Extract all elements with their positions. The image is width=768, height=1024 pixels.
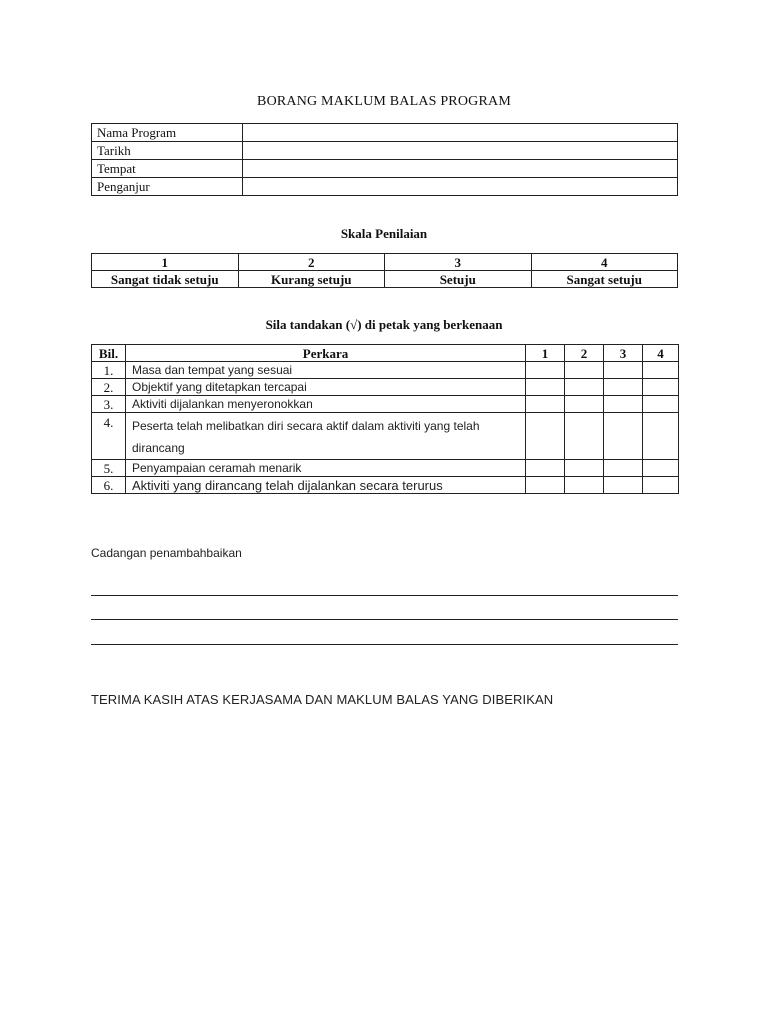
scale-number: 1 xyxy=(92,254,239,271)
tick-box-1[interactable] xyxy=(526,379,565,396)
tick-box-3[interactable] xyxy=(604,477,643,494)
tick-box-2[interactable] xyxy=(565,413,604,460)
table-row xyxy=(92,477,679,494)
tick-instruction: Sila tandakan (√) di petak yang berkenaan xyxy=(265,317,503,332)
tick-box-1[interactable] xyxy=(526,396,565,413)
tempat-field[interactable] xyxy=(243,160,678,178)
suggestions-label: Cadangan penambahbaikan xyxy=(91,546,242,560)
info-row-tempat xyxy=(92,160,678,178)
scale-number-row xyxy=(92,254,678,271)
row-item: Penyampaian ceramah menarik xyxy=(126,460,526,477)
scale-label: Sangat tidak setuju xyxy=(92,271,239,288)
info-row-nama-program xyxy=(92,124,678,142)
info-label: Tempat xyxy=(92,160,243,178)
tick-box-1[interactable] xyxy=(526,460,565,477)
table-row xyxy=(92,362,679,379)
scale-label: Setuju xyxy=(385,271,532,288)
penganjur-field[interactable] xyxy=(243,178,678,196)
tick-box-3[interactable] xyxy=(604,362,643,379)
tick-box-3[interactable] xyxy=(604,396,643,413)
tick-box-2[interactable] xyxy=(565,460,604,477)
scale-label: Kurang setuju xyxy=(238,271,385,288)
tick-box-1[interactable] xyxy=(526,413,565,460)
tick-box-3[interactable] xyxy=(604,460,643,477)
header-score-4: 4 xyxy=(643,345,679,362)
header-score-1: 1 xyxy=(526,345,565,362)
scale-number: 3 xyxy=(385,254,532,271)
row-number: 5. xyxy=(92,460,126,477)
tick-box-2[interactable] xyxy=(565,477,604,494)
info-label: Nama Program xyxy=(92,124,243,142)
row-number: 6. xyxy=(92,477,126,494)
tick-box-4[interactable] xyxy=(643,362,679,379)
tick-box-4[interactable] xyxy=(643,460,679,477)
evaluation-header-row xyxy=(92,345,679,362)
header-score-3: 3 xyxy=(604,345,643,362)
info-row-tarikh xyxy=(92,142,678,160)
tick-box-3[interactable] xyxy=(604,413,643,460)
tick-box-3[interactable] xyxy=(604,379,643,396)
scale-label: Sangat setuju xyxy=(531,271,678,288)
row-item: Aktiviti yang dirancang telah dijalankan secara terurus xyxy=(126,477,526,494)
table-row xyxy=(92,413,679,460)
tick-box-2[interactable] xyxy=(565,379,604,396)
table-row xyxy=(92,396,679,413)
suggestion-line[interactable] xyxy=(91,619,678,620)
suggestion-line[interactable] xyxy=(91,644,678,645)
info-label: Penganjur xyxy=(92,178,243,196)
row-number: 1. xyxy=(92,362,126,379)
row-item: Aktiviti dijalankan menyeronokkan xyxy=(126,396,526,413)
tick-box-4[interactable] xyxy=(643,477,679,494)
tick-box-1[interactable] xyxy=(526,477,565,494)
nama-program-field[interactable] xyxy=(243,124,678,142)
form-title: BORANG MAKLUM BALAS PROGRAM xyxy=(257,94,511,109)
scale-number: 4 xyxy=(531,254,678,271)
rating-scale-table xyxy=(91,253,678,288)
header-score-2: 2 xyxy=(565,345,604,362)
closing-message: TERIMA KASIH ATAS KERJASAMA DAN MAKLUM BALAS YANG DIBERIKAN xyxy=(91,692,554,707)
tick-box-2[interactable] xyxy=(565,396,604,413)
tick-box-1[interactable] xyxy=(526,362,565,379)
row-item: Peserta telah melibatkan diri secara aktif dalam aktiviti yang telah dirancang xyxy=(126,413,526,460)
scale-heading: Skala Penilaian xyxy=(340,226,428,241)
scale-label-row xyxy=(92,271,678,288)
program-info-table xyxy=(91,123,678,196)
table-row xyxy=(92,460,679,477)
tarikh-field[interactable] xyxy=(243,142,678,160)
row-number: 4. xyxy=(92,413,126,460)
scale-number: 2 xyxy=(238,254,385,271)
tick-box-4[interactable] xyxy=(643,379,679,396)
header-bil: Bil. xyxy=(92,345,126,362)
tick-box-4[interactable] xyxy=(643,396,679,413)
row-number: 2. xyxy=(92,379,126,396)
evaluation-table xyxy=(91,344,679,494)
header-perkara: Perkara xyxy=(126,345,526,362)
info-label: Tarikh xyxy=(92,142,243,160)
row-item: Masa dan tempat yang sesuai xyxy=(126,362,526,379)
info-row-penganjur xyxy=(92,178,678,196)
suggestion-line[interactable] xyxy=(91,595,678,596)
tick-box-2[interactable] xyxy=(565,362,604,379)
tick-box-4[interactable] xyxy=(643,413,679,460)
table-row xyxy=(92,379,679,396)
row-item: Objektif yang ditetapkan tercapai xyxy=(126,379,526,396)
row-number: 3. xyxy=(92,396,126,413)
